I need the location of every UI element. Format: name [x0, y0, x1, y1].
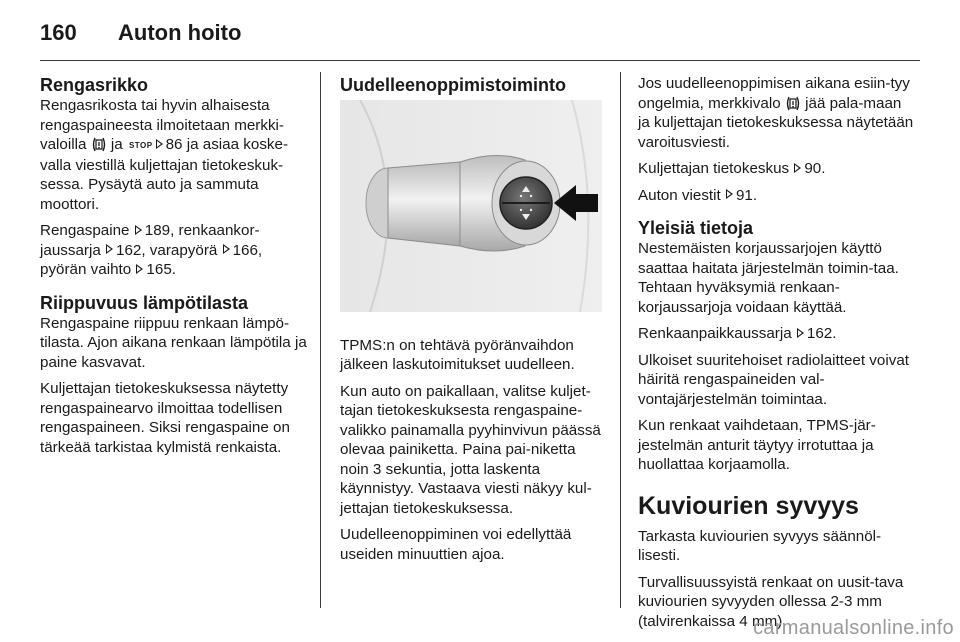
paragraph-kuviourien-1: Tarkasta kuviourien syvyys säännöl-lisesti.: [638, 527, 882, 564]
column-1: [40, 74, 308, 469]
section-rengasrikko: [40, 74, 308, 280]
page-ref-arrow-icon: [797, 328, 804, 338]
watermark: carmanualsonline.info: [753, 617, 954, 639]
paragraph-riippuvuus-1: Rengaspaine riippuu renkaan lämpö-tilasta. Ajon aikana renkaan lämpötila ja paine kasvavat.: [40, 314, 307, 371]
tpms-warning-icon: [786, 96, 800, 111]
tpms-warning-icon: [92, 137, 106, 152]
page-ref-arrow-icon: [136, 264, 143, 274]
column-3: [638, 74, 914, 638]
heading-uudelleenoppimistoiminto: Uudelleenoppimistoiminto: [340, 75, 567, 95]
heading-kuviourien-syvyys: Kuviourien syvyys: [638, 491, 859, 520]
column-divider-1: [320, 72, 321, 608]
header-rule: [40, 60, 920, 61]
page-ref-arrow-icon: [156, 139, 163, 149]
paragraph-tpms-3: Uudelleenoppiminen voi edellyttää useiden minuuttien ajoa.: [340, 526, 572, 563]
page-ref-arrow-icon: [135, 225, 142, 235]
heading-rengasrikko: Rengasrikko: [40, 75, 149, 95]
paragraph-rengasrikko: Rengasrikosta tai hyvin alhaisesta rengaspaineesta ilmoitetaan merkki-valoilla ja STOP 86 ja asiaa koske-valla viestillä kuljettajan tietokeskuk-sessa. Pysäytä auto ja sammuta moottori.: [40, 97, 289, 213]
wiper-lever-button-figure: [340, 100, 602, 312]
section-yleisia-tietoja: [638, 217, 914, 475]
ref-tyre-repair-kit: Renkaanpaikkaussarja 162.: [638, 325, 837, 342]
stop-icon: STOP: [128, 141, 153, 150]
column-2: [340, 74, 608, 571]
heading-yleisia-tietoja: Yleisiä tietoja: [638, 218, 754, 238]
paragraph-problems: Jos uudelleenoppimisen aikana esiin-tyy ongelmia, merkkivalo jää pala-maan ja kuljettajan tietokeskuksessa näytetään varoitusviesti.: [638, 75, 914, 151]
page-header: [40, 14, 920, 58]
paragraph-yleisia-3: Kun renkaat vaihdetaan, TPMS-jär-jestelmän anturit täytyy irrotuttaa ja huollattaa korjaamolla.: [638, 417, 876, 473]
heading-riippuvuus: Riippuvuus lämpötilasta: [40, 292, 249, 313]
page-ref-arrow-icon: [794, 163, 801, 173]
page-title: Auton hoito: [118, 20, 242, 45]
paragraph-tpms-2: Kun auto on paikallaan, valitse kuljet-tajan tietokeskuksesta rengaspaine-valikko painamalla pyyhinvivun päässä olevaa painiketta. Paina pai-niketta noin 3 sekuntia, jotta laskenta käynnistyy. Vastaava viesti näkyy kul-jettajan tietokeskuksessa.: [340, 382, 601, 517]
paragraph-references: Rengaspaine 189, renkaankor-jaussarja 162, varapyörä 166, pyörän vaihto 165.: [40, 222, 263, 278]
paragraph-kuviourien-2: Turvallisuussyistä renkaat on uusit-tava kuviourien syvyyden ollessa 2-3 mm (talvirenkaissa 4 mm).: [638, 573, 904, 630]
paragraph-yleisia-2: Ulkoiset suuritehoiset radiolaitteet voivat häiritä rengaspaineiden val-vontajärjestelmän toimintaa.: [638, 351, 909, 408]
ref-vehicle-messages: Auton viestit 91.: [638, 186, 758, 204]
page-ref-arrow-icon: [106, 244, 113, 254]
paragraph-riippuvuus-2: Kuljettajan tietokeskuksessa näytetty rengaspainearvo ilmoittaa todellisen rengaspaineen. Siksi rengaspaine on tärkeää tarkistaa kylmistä renkaista.: [40, 380, 290, 456]
paragraph-tpms-1: TPMS:n on tehtävä pyöränvaihdon jälkeen laskutoimitukset uudelleen.: [340, 336, 575, 373]
page-ref-arrow-icon: [726, 189, 733, 199]
section-riippuvuus: [40, 292, 308, 458]
ref-driver-info-center: Kuljettajan tietokeskus 90.: [638, 160, 826, 177]
column-divider-2: [620, 72, 621, 608]
page-number: 160: [40, 20, 77, 45]
paragraph-yleisia-1: Nestemäisten korjaussarjojen käyttö saattaa haitata järjestelmän toimin-taa. Tehtaan hyväksymiä renkaan-korjaussarjoja voidaan käyttää.: [638, 240, 899, 316]
page-ref-arrow-icon: [223, 244, 230, 254]
section-kuviourien-syvyys: [638, 491, 914, 632]
